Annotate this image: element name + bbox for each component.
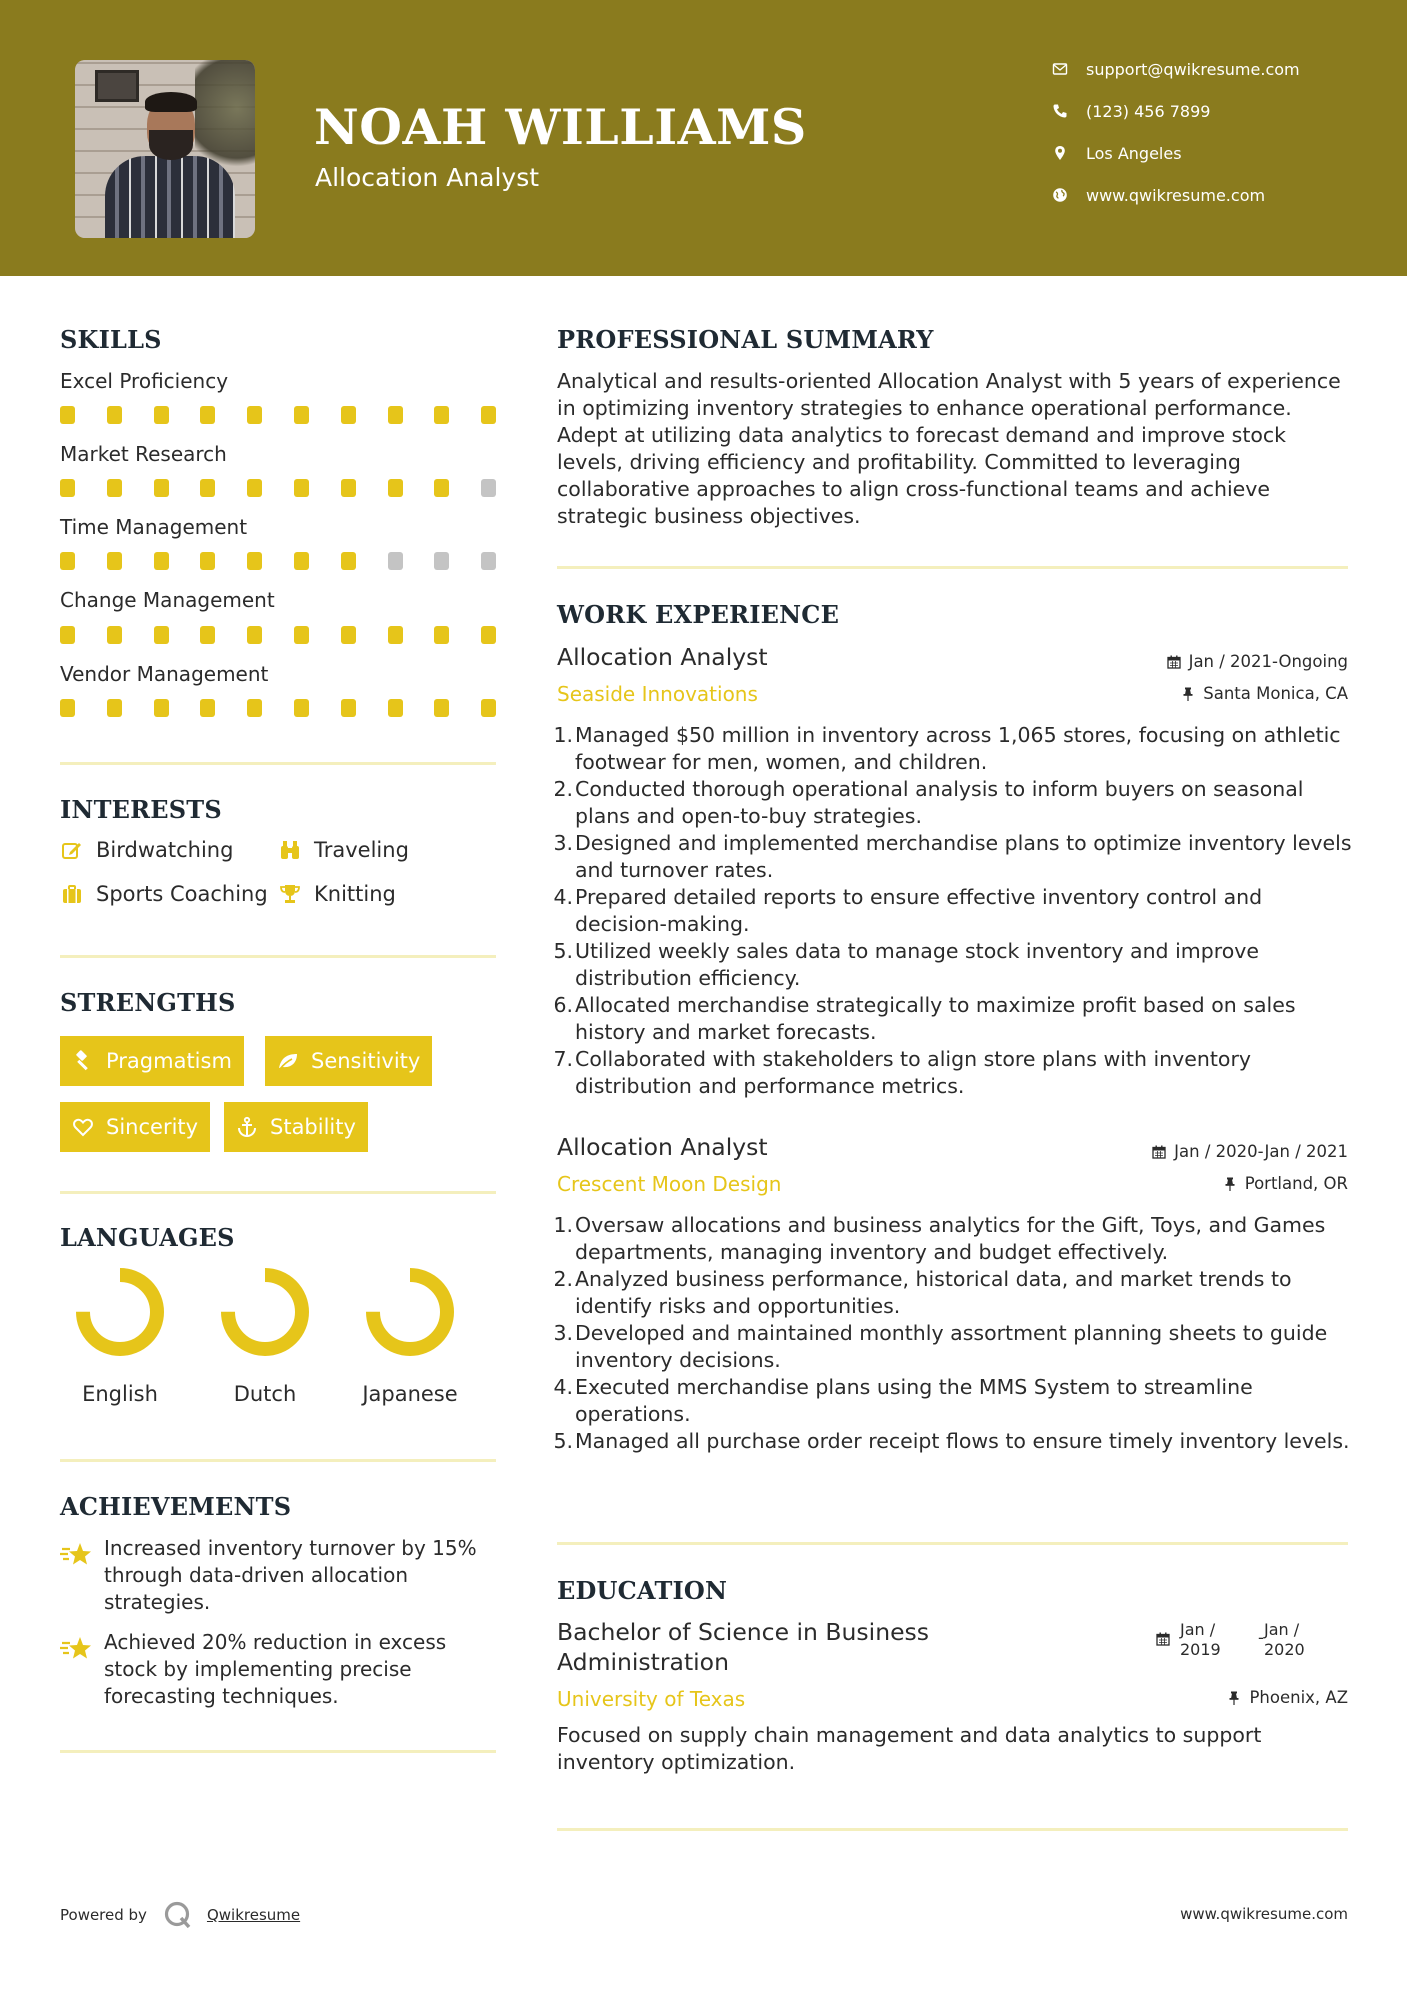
skill-dot bbox=[294, 479, 309, 497]
job-responsibilities bbox=[553, 1212, 1357, 1455]
skill-dot bbox=[60, 626, 75, 644]
responsibility-text: Allocated merchandise strategically to maximize profit based on sales history and market forecasts. bbox=[575, 993, 1296, 1044]
skill-dot bbox=[107, 626, 122, 644]
list-number: 4. bbox=[553, 885, 573, 909]
skill-dot bbox=[481, 626, 496, 644]
phone-icon bbox=[1050, 103, 1070, 119]
qwikresume-link[interactable]: Qwikresume bbox=[206, 1906, 301, 1924]
education-date-dash: - bbox=[1258, 1628, 1264, 1647]
skill-dot bbox=[388, 699, 403, 717]
skills-heading: SKILLS bbox=[60, 325, 162, 354]
contact-phone[interactable] bbox=[1050, 96, 1350, 126]
interest-label: Knitting bbox=[314, 882, 396, 906]
list-number: 5. bbox=[553, 1429, 573, 1453]
skill-dot bbox=[154, 406, 169, 424]
education-dates bbox=[1156, 1620, 1356, 1662]
degree-line-2: Administration bbox=[557, 1648, 729, 1676]
skill-dot bbox=[154, 479, 169, 497]
responsibility-item bbox=[553, 884, 1357, 938]
skill-rating bbox=[60, 626, 500, 644]
section-divider bbox=[557, 1828, 1348, 1831]
skill-dot bbox=[60, 552, 75, 570]
skill-dot bbox=[294, 552, 309, 570]
list-number: 7. bbox=[553, 1047, 573, 1071]
skill-dot bbox=[107, 479, 122, 497]
strengths-heading: STRENGTHS bbox=[60, 988, 236, 1017]
job-title: Allocation Analyst bbox=[557, 1133, 768, 1161]
skill-dot bbox=[247, 406, 262, 424]
trophy-icon bbox=[278, 883, 302, 905]
skill-name: Time Management bbox=[60, 515, 248, 539]
footer-powered-by bbox=[60, 1900, 300, 1930]
responsibility-text: Oversaw allocations and business analytics for the Gift, Toys, and Games departments, managing inventory and budget effectively. bbox=[575, 1213, 1326, 1264]
skill-dot bbox=[341, 406, 356, 424]
star-icon bbox=[60, 1635, 92, 1663]
job-location-text: Portland, OR bbox=[1244, 1174, 1348, 1193]
responsibility-item bbox=[553, 1212, 1357, 1266]
section-divider bbox=[60, 955, 496, 958]
responsibility-text: Conducted thorough operational analysis to inform buyers on seasonal plans and open-to-buy strategies. bbox=[575, 777, 1304, 828]
education-end-year: 2020 bbox=[1264, 1640, 1305, 1659]
job-dates bbox=[1152, 1142, 1348, 1161]
list-number: 3. bbox=[553, 831, 573, 855]
edit-icon bbox=[60, 839, 84, 861]
pin-icon bbox=[1181, 687, 1195, 701]
contact-phone-text: (123) 456 7899 bbox=[1086, 101, 1211, 121]
education-location bbox=[1227, 1688, 1348, 1707]
skill-dot bbox=[388, 406, 403, 424]
skill-dot bbox=[200, 406, 215, 424]
languages-heading: LANGUAGES bbox=[60, 1223, 235, 1252]
achievement-text: Achieved 20% reduction in excess stock by implementing precise forecasting techniques. bbox=[104, 1630, 447, 1708]
section-divider bbox=[60, 762, 496, 765]
job-title: Allocation Analyst bbox=[557, 643, 768, 671]
skill-name: Excel Proficiency bbox=[60, 369, 229, 393]
responsibility-text: Managed all purchase order receipt flows to ensure timely inventory levels. bbox=[575, 1429, 1350, 1453]
job-dates-text: Jan / 2020-Jan / 2021 bbox=[1174, 1142, 1348, 1161]
language-ring bbox=[360, 1262, 460, 1362]
skill-dot bbox=[388, 552, 403, 570]
list-number: 4. bbox=[553, 1375, 573, 1399]
skill-dot bbox=[434, 406, 449, 424]
list-number: 5. bbox=[553, 939, 573, 963]
responsibility-text: Developed and maintained monthly assortment planning sheets to guide inventory decisions. bbox=[575, 1321, 1328, 1372]
skill-dot bbox=[200, 626, 215, 644]
calendar-icon bbox=[1167, 655, 1181, 669]
skill-name: Change Management bbox=[60, 588, 275, 612]
strength-badge bbox=[224, 1102, 368, 1152]
skill-dot bbox=[294, 406, 309, 424]
company-name: Seaside Innovations bbox=[557, 682, 758, 706]
responsibility-item bbox=[553, 1046, 1357, 1100]
education-location-text: Phoenix, AZ bbox=[1249, 1688, 1348, 1707]
language-ring bbox=[70, 1262, 170, 1362]
skill-name: Market Research bbox=[60, 442, 227, 466]
skill-dot bbox=[200, 699, 215, 717]
binoculars-icon bbox=[278, 839, 302, 861]
skill-dot bbox=[434, 552, 449, 570]
company-name: Crescent Moon Design bbox=[557, 1172, 782, 1196]
job-dates bbox=[1167, 652, 1348, 671]
contact-email[interactable] bbox=[1050, 54, 1350, 84]
list-number: 3. bbox=[553, 1321, 573, 1345]
strength-label: Stability bbox=[270, 1115, 356, 1139]
language-name: Dutch bbox=[233, 1382, 297, 1406]
strength-badge bbox=[60, 1102, 210, 1152]
pin-icon bbox=[1227, 1691, 1241, 1705]
skill-dot bbox=[154, 699, 169, 717]
responsibility-item bbox=[553, 938, 1357, 992]
responsibility-text: Designed and implemented merchandise plans to optimize inventory levels and turnover rates. bbox=[575, 831, 1352, 882]
list-number: 1. bbox=[553, 1213, 573, 1237]
calendar-icon bbox=[1156, 1632, 1170, 1646]
contact-location-text: Los Angeles bbox=[1086, 143, 1182, 163]
resume-header bbox=[0, 0, 1407, 276]
skill-dot bbox=[294, 699, 309, 717]
skill-dot bbox=[247, 626, 262, 644]
school-name: University of Texas bbox=[557, 1687, 746, 1711]
skill-rating bbox=[60, 699, 500, 717]
skill-dot bbox=[434, 626, 449, 644]
language-ring bbox=[215, 1262, 315, 1362]
section-divider bbox=[60, 1191, 496, 1194]
skill-rating bbox=[60, 552, 500, 570]
interest-item bbox=[60, 838, 233, 862]
list-number: 2. bbox=[553, 1267, 573, 1291]
skill-dot bbox=[341, 699, 356, 717]
education-heading: EDUCATION bbox=[557, 1576, 728, 1605]
candidate-name: NOAH WILLIAMS bbox=[314, 98, 807, 156]
strength-label: Sensitivity bbox=[311, 1049, 421, 1073]
skill-dot bbox=[341, 552, 356, 570]
skill-name: Vendor Management bbox=[60, 662, 269, 686]
skill-dot bbox=[200, 479, 215, 497]
globe-icon bbox=[1050, 187, 1070, 203]
pin-icon bbox=[1223, 1177, 1237, 1191]
education-start-month: Jan / bbox=[1180, 1620, 1216, 1639]
contact-location bbox=[1050, 138, 1350, 168]
section-divider bbox=[60, 1750, 496, 1753]
skill-dot bbox=[247, 699, 262, 717]
interest-label: Sports Coaching bbox=[96, 882, 268, 906]
responsibility-item bbox=[553, 992, 1357, 1046]
responsibility-text: Executed merchandise plans using the MMS System to streamline operations. bbox=[575, 1375, 1253, 1426]
leaf-icon bbox=[277, 1050, 299, 1072]
list-number: 6. bbox=[553, 993, 573, 1017]
skill-dot bbox=[481, 406, 496, 424]
responsibility-item bbox=[553, 776, 1357, 830]
achievement-text: Increased inventory turnover by 15% through data-driven allocation strategies. bbox=[104, 1536, 477, 1614]
job-location-text: Santa Monica, CA bbox=[1203, 684, 1348, 703]
skill-dot bbox=[154, 626, 169, 644]
experience-heading: WORK EXPERIENCE bbox=[557, 600, 840, 629]
profile-photo bbox=[75, 60, 255, 238]
skill-dot bbox=[388, 626, 403, 644]
list-number: 1. bbox=[553, 723, 573, 747]
skill-dot bbox=[247, 479, 262, 497]
achievements-heading: ACHIEVEMENTS bbox=[60, 1492, 292, 1521]
skill-dot bbox=[388, 479, 403, 497]
skill-rating bbox=[60, 406, 500, 424]
skill-rating bbox=[60, 479, 500, 497]
section-divider bbox=[60, 1459, 496, 1462]
interest-item bbox=[278, 882, 396, 906]
skill-dot bbox=[481, 552, 496, 570]
language-item bbox=[55, 1262, 185, 1406]
skill-dot bbox=[107, 699, 122, 717]
skill-dot bbox=[341, 626, 356, 644]
responsibility-text: Prepared detailed reports to ensure effective inventory control and decision-making. bbox=[575, 885, 1263, 936]
skill-dot bbox=[434, 479, 449, 497]
interest-label: Traveling bbox=[314, 838, 409, 862]
briefcase-icon bbox=[60, 883, 84, 905]
skill-dot bbox=[341, 479, 356, 497]
job-responsibilities bbox=[553, 722, 1357, 1100]
degree-line-1: Bachelor of Science in Business bbox=[557, 1618, 930, 1646]
section-divider bbox=[557, 566, 1348, 569]
gavel-icon bbox=[72, 1050, 94, 1072]
responsibility-item bbox=[553, 1266, 1357, 1320]
skill-dot bbox=[107, 552, 122, 570]
powered-by-label: Powered by bbox=[60, 1906, 147, 1924]
summary-heading: PROFESSIONAL SUMMARY bbox=[557, 325, 934, 354]
calendar-icon bbox=[1152, 1145, 1166, 1159]
job-location bbox=[1181, 684, 1348, 703]
skill-dot bbox=[200, 552, 215, 570]
footer-url[interactable]: www.qwikresume.com bbox=[1180, 1905, 1348, 1923]
job-location bbox=[1223, 1174, 1348, 1193]
responsibility-item bbox=[553, 1428, 1357, 1455]
education-end-month: Jan / bbox=[1264, 1620, 1300, 1639]
contact-website-text: www.qwikresume.com bbox=[1086, 185, 1266, 205]
section-divider bbox=[557, 1542, 1348, 1545]
star-icon bbox=[60, 1541, 92, 1569]
skill-dot bbox=[247, 552, 262, 570]
responsibility-item bbox=[553, 830, 1357, 884]
responsibility-item bbox=[553, 1320, 1357, 1374]
strength-label: Sincerity bbox=[106, 1115, 199, 1139]
skill-dot bbox=[60, 479, 75, 497]
responsibility-item bbox=[553, 1374, 1357, 1428]
candidate-title: Allocation Analyst bbox=[315, 163, 540, 192]
interest-item bbox=[278, 838, 409, 862]
anchor-icon bbox=[236, 1116, 258, 1138]
skill-dot bbox=[481, 479, 496, 497]
skill-dot bbox=[434, 699, 449, 717]
map-marker-icon bbox=[1050, 145, 1070, 161]
language-name: English bbox=[82, 1382, 158, 1406]
responsibility-text: Collaborated with stakeholders to align store plans with inventory distribution and performance metrics. bbox=[575, 1047, 1252, 1098]
language-item bbox=[345, 1262, 475, 1406]
interest-item bbox=[60, 882, 268, 906]
strength-badge bbox=[60, 1036, 244, 1086]
education-description: Focused on supply chain management and data analytics to support inventory optimization. bbox=[557, 1723, 1262, 1774]
language-name: Japanese bbox=[362, 1382, 458, 1406]
skill-dot bbox=[154, 552, 169, 570]
responsibility-text: Utilized weekly sales data to manage stock inventory and improve distribution efficiency. bbox=[575, 939, 1260, 990]
interests-heading: INTERESTS bbox=[60, 795, 222, 824]
job-dates-text: Jan / 2021-Ongoing bbox=[1188, 652, 1348, 671]
interest-label: Birdwatching bbox=[96, 838, 234, 862]
qwikresume-logo-icon bbox=[163, 1900, 193, 1930]
list-number: 2. bbox=[553, 777, 573, 801]
responsibility-item bbox=[553, 722, 1357, 776]
language-item bbox=[200, 1262, 330, 1406]
strength-label: Pragmatism bbox=[106, 1049, 232, 1073]
summary-text: Analytical and results-oriented Allocation Analyst with 5 years of experience in optimizing inventory strategies to enhance operational performance. Adept at utilizing data analytics to forecast demand and improve stock levels, driving efficiency and profitability. Committed to leveraging collaborative approaches to align cross-functional teams and achieve strategic business objectives. bbox=[557, 369, 1341, 528]
skill-dot bbox=[294, 626, 309, 644]
heart-icon bbox=[72, 1116, 94, 1138]
skill-dot bbox=[481, 699, 496, 717]
envelope-icon bbox=[1050, 61, 1070, 77]
skill-dot bbox=[60, 406, 75, 424]
contact-website[interactable] bbox=[1050, 180, 1350, 210]
contact-email-text: support@qwikresume.com bbox=[1086, 59, 1300, 79]
skill-dot bbox=[60, 699, 75, 717]
education-start-year: 2019 bbox=[1180, 1640, 1221, 1659]
responsibility-text: Managed $50 million in inventory across 1,065 stores, focusing on athletic footwear for men, women, and children. bbox=[575, 723, 1341, 774]
skill-dot bbox=[107, 406, 122, 424]
responsibility-text: Analyzed business performance, historical data, and market trends to identify risks and opportunities. bbox=[575, 1267, 1292, 1318]
strength-badge bbox=[265, 1036, 432, 1086]
